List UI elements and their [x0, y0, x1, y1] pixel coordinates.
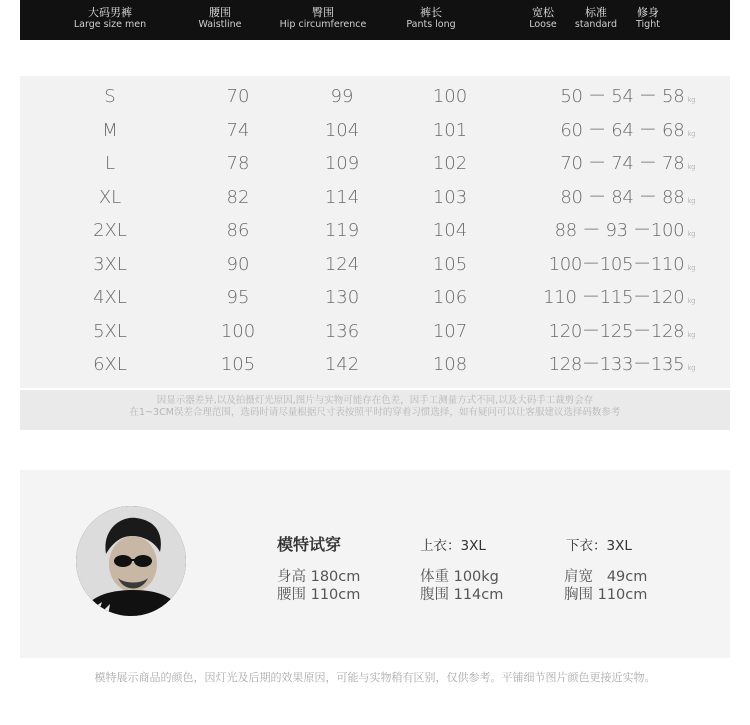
model-waist: 腰围 110cm [277, 587, 361, 603]
weight-unit: kg [687, 163, 695, 171]
weight-unit: kg [687, 330, 695, 339]
waist-cell: 78 [226, 153, 250, 174]
hip-cell: 142 [324, 354, 360, 375]
header-standard-column [568, 7, 624, 31]
model-belly: 腹围 114cm [420, 587, 504, 603]
header-tight-column [627, 7, 669, 31]
weight-range-value: 50 － 54 － 58 [560, 86, 685, 107]
model-weight: 体重 100kg [420, 569, 499, 585]
table-row [20, 281, 730, 314]
length-cell: 107 [432, 320, 468, 342]
measurement-note-line-2: 在1~3CM误差合理范围，选码时请尽量根据尺寸表按照平时的穿着习惯选择，如有疑问可以让客服建议选择码数参考 [129, 407, 621, 418]
size-cell: S [104, 86, 116, 107]
weight-range-value: 88 － 93 －100 [554, 220, 685, 241]
weight-range-value: 110 －115－120 [543, 287, 685, 308]
hip-cell: 124 [324, 253, 360, 275]
weight-unit: kg [687, 263, 695, 272]
model-top-size: 上衣：3XL [420, 538, 486, 554]
header-tight-zh: 修身 [637, 6, 659, 19]
model-photo-illustration [76, 506, 186, 616]
table-row [20, 248, 730, 281]
waist-cell: 82 [226, 186, 250, 208]
weight-unit: kg [687, 196, 695, 205]
hip-cell: 130 [324, 287, 360, 308]
model-shoulder: 肩宽 49cm [564, 569, 648, 585]
hip-cell: 119 [324, 220, 360, 241]
measurement-note-line-1: 因显示器差异,以及拍摄灯光原因,图片与实物可能存在色差，因手工测量方式不同,以及大码手工裁剪会存 [156, 395, 594, 406]
length-cell: 103 [432, 186, 468, 208]
length-cell: 106 [432, 287, 468, 308]
length-cell: 101 [432, 119, 468, 141]
waist-cell: 100 [220, 320, 256, 342]
measurement-note [20, 390, 730, 430]
table-row [20, 315, 730, 348]
size-chart-header [20, 0, 730, 40]
waist-cell: 70 [226, 86, 250, 107]
weight-range-value: 120－125－128 [548, 320, 685, 342]
header-length-en: Pants long [406, 19, 456, 30]
weight-range-value: 80 － 84 － 88 [560, 186, 685, 208]
weight-range-value: 70 － 74 － 78 [560, 153, 685, 174]
size-cell: XL [98, 186, 122, 208]
length-cell: 104 [432, 220, 468, 241]
header-waist-zh: 腰围 [209, 6, 231, 19]
size-cell: 4XL [93, 287, 127, 308]
weight-range-cell [510, 281, 695, 318]
weight-range-cell [510, 147, 695, 184]
header-hip-en: Hip circumference [279, 19, 367, 30]
size-cell: 6XL [93, 354, 127, 375]
table-row [20, 114, 730, 147]
table-row [20, 80, 730, 113]
header-size-en: Large size men [73, 19, 147, 30]
header-loose-zh: 宽松 [532, 6, 554, 19]
size-cell: 3XL [93, 253, 127, 275]
hip-cell: 99 [330, 86, 354, 107]
header-standard-en: standard [574, 19, 618, 30]
model-fitting-panel [20, 470, 730, 658]
weight-range-cell [510, 348, 695, 385]
weight-range-value: 100－105－110 [548, 253, 685, 275]
weight-unit: kg [687, 364, 695, 372]
header-size-zh: 大码男裤 [88, 6, 132, 19]
size-cell: 2XL [93, 220, 127, 241]
header-waist-en: Waistline [198, 19, 242, 30]
weight-range-cell [510, 114, 695, 151]
weight-range-cell [510, 248, 695, 285]
size-cell: L [104, 153, 116, 174]
header-hip-column [268, 7, 378, 31]
length-cell: 102 [432, 153, 468, 174]
weight-range-value: 60 － 64 － 68 [560, 119, 685, 141]
waist-cell: 95 [226, 287, 250, 308]
waist-cell: 86 [226, 220, 250, 241]
table-row [20, 181, 730, 214]
weight-unit: kg [687, 96, 695, 104]
weight-range-cell [510, 181, 695, 218]
length-cell: 100 [432, 86, 468, 107]
waist-cell: 105 [220, 354, 256, 375]
header-length-column [396, 7, 466, 31]
weight-range-cell [510, 315, 695, 352]
weight-range-cell [510, 80, 695, 117]
size-table [20, 76, 730, 388]
hip-cell: 114 [324, 186, 360, 208]
header-tight-en: Tight [636, 19, 660, 30]
model-avatar [76, 506, 186, 616]
header-hip-zh: 臀围 [312, 6, 334, 19]
color-disclaimer: 模特展示商品的颜色，因灯光及后期的效果原因，可能与实物稍有区别，仅供参考。平铺细节图片颜色更接近实物。 [94, 671, 656, 684]
table-row [20, 348, 730, 381]
model-bottom-size: 下衣：3XL [566, 538, 632, 554]
header-loose-column [518, 7, 568, 31]
weight-unit: kg [687, 230, 695, 238]
table-row [20, 214, 730, 247]
weight-range-cell [510, 214, 695, 251]
weight-range-value: 128－133－135 [548, 354, 685, 375]
size-cell: 5XL [93, 320, 127, 342]
hip-cell: 136 [324, 320, 360, 342]
length-cell: 105 [432, 253, 468, 275]
header-standard-zh: 标准 [585, 6, 607, 19]
table-row [20, 147, 730, 180]
header-waist-column [188, 7, 252, 31]
header-size-column [70, 7, 150, 31]
weight-unit: kg [687, 129, 695, 138]
header-length-zh: 裤长 [420, 6, 442, 19]
hip-cell: 109 [324, 153, 360, 174]
model-height: 身高 180cm [277, 569, 361, 585]
hip-cell: 104 [324, 119, 360, 141]
waist-cell: 90 [226, 253, 250, 275]
model-fitting-title: 模特试穿 [277, 535, 342, 554]
length-cell: 108 [432, 354, 468, 375]
model-chest: 胸围 110cm [564, 587, 648, 603]
header-loose-en: Loose [529, 19, 557, 30]
waist-cell: 74 [226, 119, 250, 141]
size-cell: M [102, 119, 118, 141]
weight-unit: kg [687, 297, 695, 305]
